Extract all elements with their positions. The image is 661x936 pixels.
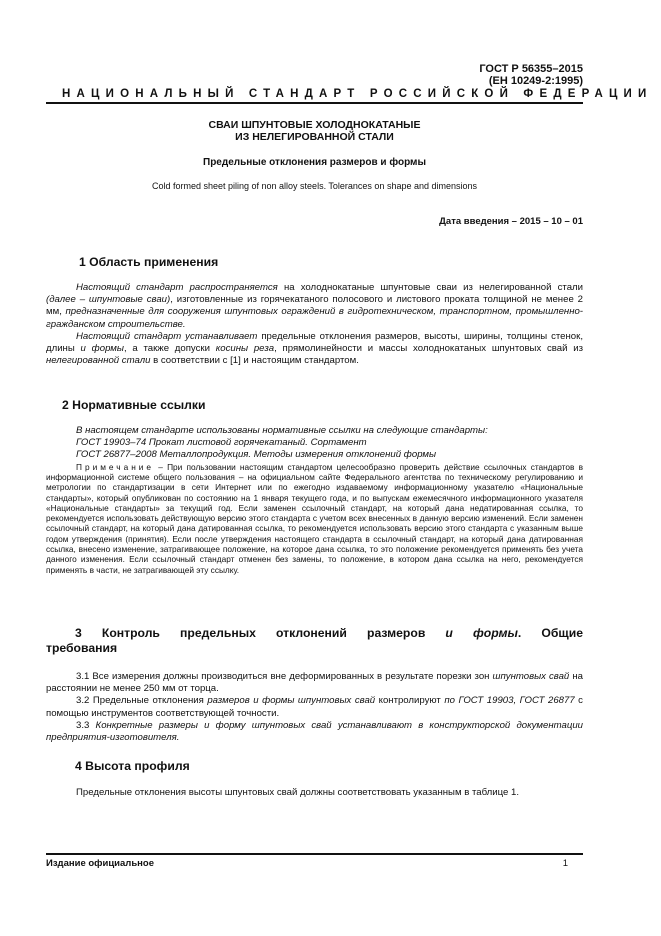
section-2-body	[46, 425, 583, 575]
text-run: Настоящий стандарт устанавливает	[76, 330, 258, 342]
reference-gost-19903: ГОСТ 19903–74 Прокат листовой горячекатаный. Сортамент	[76, 437, 367, 449]
title-line-2: ИЗ НЕЛЕГИРОВАННОЙ СТАЛИ	[235, 131, 394, 143]
national-standard-banner: НАЦИОНАЛЬНЫЙ СТАНДАРТ РОССИЙСКОЙ ФЕДЕРАЦИИ	[62, 88, 653, 100]
note-label: Примечание	[76, 461, 155, 472]
section-1-body	[46, 282, 583, 367]
text-run: Настоящий стандарт распространяется	[76, 282, 278, 293]
en-equivalent: (ЕН 10249-2:1995)	[488, 75, 583, 87]
text-run: на расстоянии не менее 250 мм от торца.	[46, 671, 583, 695]
text-run: размеров и формы шпунтовых свай	[207, 695, 376, 707]
section-3-paragraph-2	[46, 695, 583, 719]
text-run: , изготовленные из горячекатаного полосового и листового проката толщиной не менее 2 мм,	[46, 294, 584, 318]
text-run: с помощью инструментов соответствующей точности.	[46, 695, 583, 719]
text-run: в соответствии с [1] и настоящим стандартом.	[150, 355, 359, 367]
section-2-intro: В настоящем стандарте использованы нормативные ссылки на следующие стандарты:	[76, 425, 488, 436]
text-run: (далее – шпунтовые сваи)	[46, 294, 171, 306]
text-run: и формы	[445, 626, 518, 640]
document-title	[46, 119, 583, 143]
text-run: шпунтовых свай	[492, 671, 570, 682]
footer-rule	[46, 853, 583, 855]
text-run: косины реза	[215, 343, 275, 355]
text-run: , а также допуски	[123, 343, 216, 355]
text-run: нелегированной стали	[46, 355, 151, 367]
text-run: . Общие	[517, 626, 583, 640]
text-run: , прямолинейности и массы холоднокатаных шпунтовых свай из	[274, 343, 583, 355]
section-4-paragraph-1: Предельные отклонения высоты шпунтовых свай должны соответствовать указанным в таблице 1.	[76, 787, 520, 798]
text-run: и формы	[80, 343, 124, 355]
document-number	[479, 63, 583, 87]
page-number: 1	[562, 858, 568, 869]
reference-gost-26877: ГОСТ 26877–2008 Металлопродукция. Методы измерения отклонений формы	[76, 449, 437, 461]
text-run: 3.2 Предельные отклонения	[76, 695, 208, 707]
text-run: предназначенные для сооружения шпунтовых ограждений в гидротехническом, транспортном, промышленно-гражданском строительстве.	[46, 306, 584, 330]
document-subtitle: Предельные отклонения размеров и формы	[203, 157, 426, 168]
section-3-body	[46, 671, 583, 744]
title-line-1: СВАИ ШПУНТОВЫЕ ХОЛОДНОКАТАНЫЕ	[208, 119, 421, 131]
text-run: предельные отклонения размеров, высоты, ширины, толщины стенок, длины	[46, 330, 583, 355]
header-rule	[46, 102, 583, 104]
note-text: – При пользовании настоящим стандартом целесообразно проверить действие ссылочных стандартов в информационной системе общего пользования – на официальном сайте Федерального агентства по техническому регулированию и метрологии по стандартизации в сети Интернет или по ежегодно издаваемому информационному указателю «Национальные стандарты», который опубликован по состоянию на 1 января текущего года, и по выпускам ежемесячного информационного указателя «Национальные стандарты» за текущий год. Если заменен ссылочный стандарт, на который дана недатированная ссылка, то рекомендуется использовать действующую версию этого стандарта с учетом всех внесенных в данную версию изменений. Если заменен ссылочный стандарт, на который дана датированная ссылка, то рекомендуется использовать версию этого стандарта с указанным выше годом утверждения (принятия). Если после утверждения настоящего стандарта в ссылочный стандарт, на который дана датированная ссылка, внесено изменение, затрагивающее положение, на которое дана ссылка, то это положение рекомендуется применять без учета данного изменения. Если ссылочный стандарт отменен без замены, то положение, в котором дана ссылка на него, рекомендуется применять в части, не затрагивающей эту ссылку.	[46, 461, 583, 575]
section-1-paragraph-2	[46, 331, 583, 368]
text-run: на холоднокатаные шпунтовые сваи из нелегированной стали	[277, 282, 583, 293]
text-run: 3 Контроль предельных отклонений размеров	[75, 626, 446, 640]
english-title: Cold formed sheet piling of non alloy steels. Tolerances on shape and dimensions	[151, 181, 478, 191]
section-1-paragraph-1	[46, 282, 583, 331]
section-3-paragraph-1	[46, 671, 583, 695]
section-1-heading: 1 Область применения	[79, 255, 219, 269]
section-3-heading	[75, 626, 583, 640]
text-run: контролируют	[375, 695, 445, 707]
text-run: 3.1 Все измерения должны производиться вне деформированных в результате порезки зон	[76, 671, 493, 682]
text-run: Конкретные размеры и форму шпунтовых свай устанавливают в конструкторской документации предприятия-изготовителя.	[46, 719, 583, 744]
section-3-heading-line-2: требования	[46, 641, 118, 655]
effective-date: Дата введения – 2015 – 10 – 01	[439, 216, 583, 227]
official-edition-label: Издание официальное	[46, 858, 154, 869]
gost-number: ГОСТ Р 56355–2015	[479, 63, 583, 75]
section-2-note	[46, 462, 583, 575]
section-4-body	[46, 787, 583, 799]
section-3-paragraph-3	[46, 720, 583, 744]
section-4-heading: 4 Высота профиля	[75, 759, 190, 773]
text-run: по ГОСТ 19903, ГОСТ 26877	[444, 695, 575, 707]
section-2-heading: 2 Нормативные ссылки	[62, 398, 206, 412]
text-run: 3.3	[76, 719, 96, 731]
